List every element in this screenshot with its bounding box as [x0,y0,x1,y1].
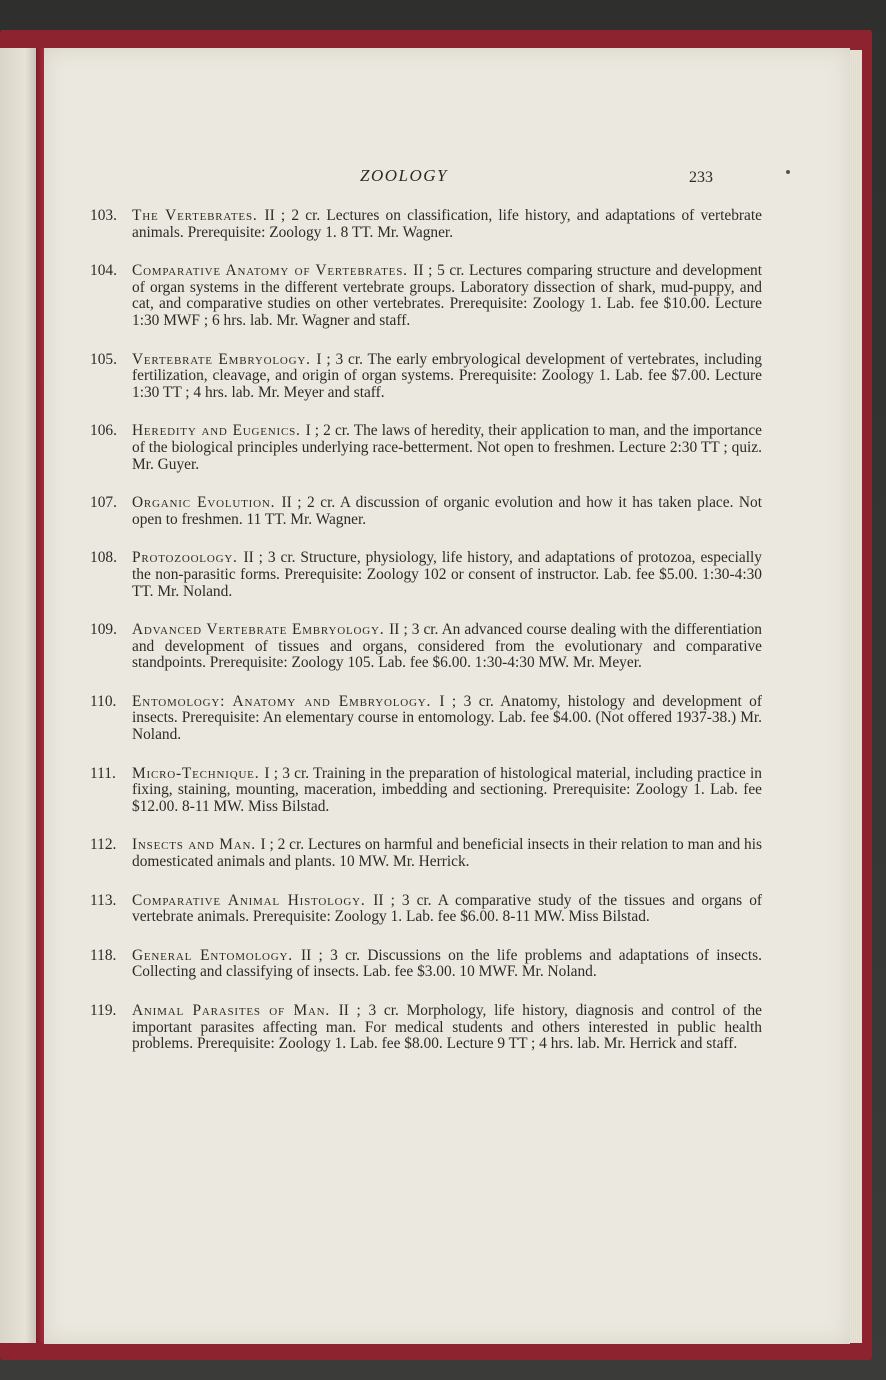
course-entry [90,893,762,926]
course-entry [90,423,762,473]
course-title: The Vertebrates. [132,207,265,224]
running-title: ZOOLOGY [360,166,448,185]
course-number: 118. [90,946,117,964]
course-number: 112. [90,836,117,854]
course-description: I ; 2 cr. The laws of heredity, their application to man, and the importance of the biological principles underlying race-betterment. Not open to freshmen. Lecture 2:30 TT ; quiz. Mr. Guyer. [132,422,762,473]
course-entry [90,1003,762,1053]
course-entry [90,622,762,672]
page-number: 233 [689,169,713,186]
course-title: Comparative Animal Histology. [132,891,374,909]
course-number: 109. [90,621,117,639]
course-description: II ; 3 cr. Discussions on the life problems and adaptations of insects. Collecting and classifying of insects. Lab. fee $3.00. 10 MWF. Mr. Noland. [132,946,762,981]
course-number: 113. [90,891,117,909]
course-number: 105. [90,350,117,368]
course-title: Vertebrate Embryology. [132,350,317,368]
book-page [44,48,850,1344]
course-entry [90,208,762,241]
book-gutter [36,48,44,1343]
course-description: I ; 2 cr. Lectures on harmful and beneficial insects in their relation to man and his domesticated animals and plants. 10 MW. Mr. Herrick. [132,836,762,871]
course-description: II ; 3 cr. Morphology, life history, diagnosis and control of the important parasites affecting man. For medical students and others interested in public health problems. Prerequisite: Zoology 1. Lab. fee $8.00. Lecture 9 TT ; 4 hrs. lab. Mr. Herrick and staff. [132,1002,762,1053]
facing-page-edge [0,48,36,1343]
course-number: 110. [90,692,117,710]
course-description: II ; 5 cr. Lectures comparing structure and development of organ systems in the different vertebrate groups. Laboratory dissection of shark, mud-puppy, and cat, and comparative studies on other vertebrates. Prerequisite: Zoology 1. Lab. fee $10.00. Lecture 1:30 MWF ; 6 hrs. lab. Mr. Wagner and staff. [132,262,762,329]
course-number: 106. [90,422,117,440]
course-title: Protozoology. [132,549,244,567]
course-number: 104. [90,262,117,280]
course-title: Micro-Technique. [132,764,265,782]
course-description: II ; 2 cr. A discussion of organic evolution and how it has taken place. Not open to freshmen. 11 TT. Mr. Wagner. [132,494,762,528]
course-entry [90,694,762,744]
course-entry [90,352,762,402]
course-title: Animal Parasites of Man. [132,1002,339,1019]
page-block-edge [850,50,862,1343]
course-title: Entomology: Anatomy and Embryology. [132,692,440,710]
course-description: I ; 3 cr. Training in the preparation of histological material, including practice in fixing, staining, mounting, maceration, imbedding and sectioning. Prerequisite: Zoology 1. Lab. fee $12.00. 8-11 MW. Miss Bilstad. [132,764,762,815]
course-number: 108. [90,549,117,567]
course-entry [90,550,762,600]
course-description: I ; 3 cr. Anatomy, histology and development of insects. Prerequisite: An elementary course in entomology. Lab. fee $4.00. (Not offered 1937-38.) Mr. Noland. [132,692,762,744]
course-number: 119. [90,1002,117,1019]
course-description: I ; 3 cr. The early embryological development of vertebrates, including fertilization, cleavage, and origin of organ systems. Prerequisite: Zoology 1. Lab. fee $7.00. Lecture 1:30 TT ; 4 hrs. lab. Mr. Meyer and staff. [132,350,762,401]
course-number: 111. [90,764,116,782]
course-title: Insects and Man. [132,836,261,854]
course-title: Comparative Anatomy of Vertebrates. [132,262,414,280]
course-entry [90,766,762,816]
course-description: II ; 3 cr. An advanced course dealing with the differentiation and development of tissues and organs, considered from the evolutionary and comparative standpoints. Prerequisite: Zoology 105. Lab. fee $6.00. 1:30-4:30 MW. Mr. Meyer. [132,621,762,672]
course-list [90,208,762,1075]
course-number: 107. [90,494,117,512]
course-title: Heredity and Eugenics. [132,422,306,440]
ink-speck [786,170,790,174]
course-title: General Entomology. [132,946,301,964]
course-entry [90,948,762,981]
course-entry [90,495,762,528]
course-entry [90,837,762,870]
course-number: 103. [90,207,117,224]
course-title: Organic Evolution. [132,494,282,512]
course-description: II ; 2 cr. Lectures on classification, life history, and adaptations of vertebrate animals. Prerequisite: Zoology 1. 8 TT. Mr. Wagner. [132,207,762,241]
course-description: II ; 3 cr. A comparative study of the tissues and organs of vertebrate animals. Prerequisite: Zoology 1. Lab. fee $6.00. 8-11 MW. Miss Bilstad. [132,891,763,926]
course-title: Advanced Vertebrate Embryology. [132,621,390,639]
course-description: II ; 3 cr. Structure, physiology, life history, and adaptations of protozoa, especially the non-parasitic forms. Prerequisite: Zoology 102 or consent of instructor. Lab. fee $5.00. 1:30-4:30 TT. Mr. Noland. [132,549,762,600]
course-entry [90,263,762,329]
